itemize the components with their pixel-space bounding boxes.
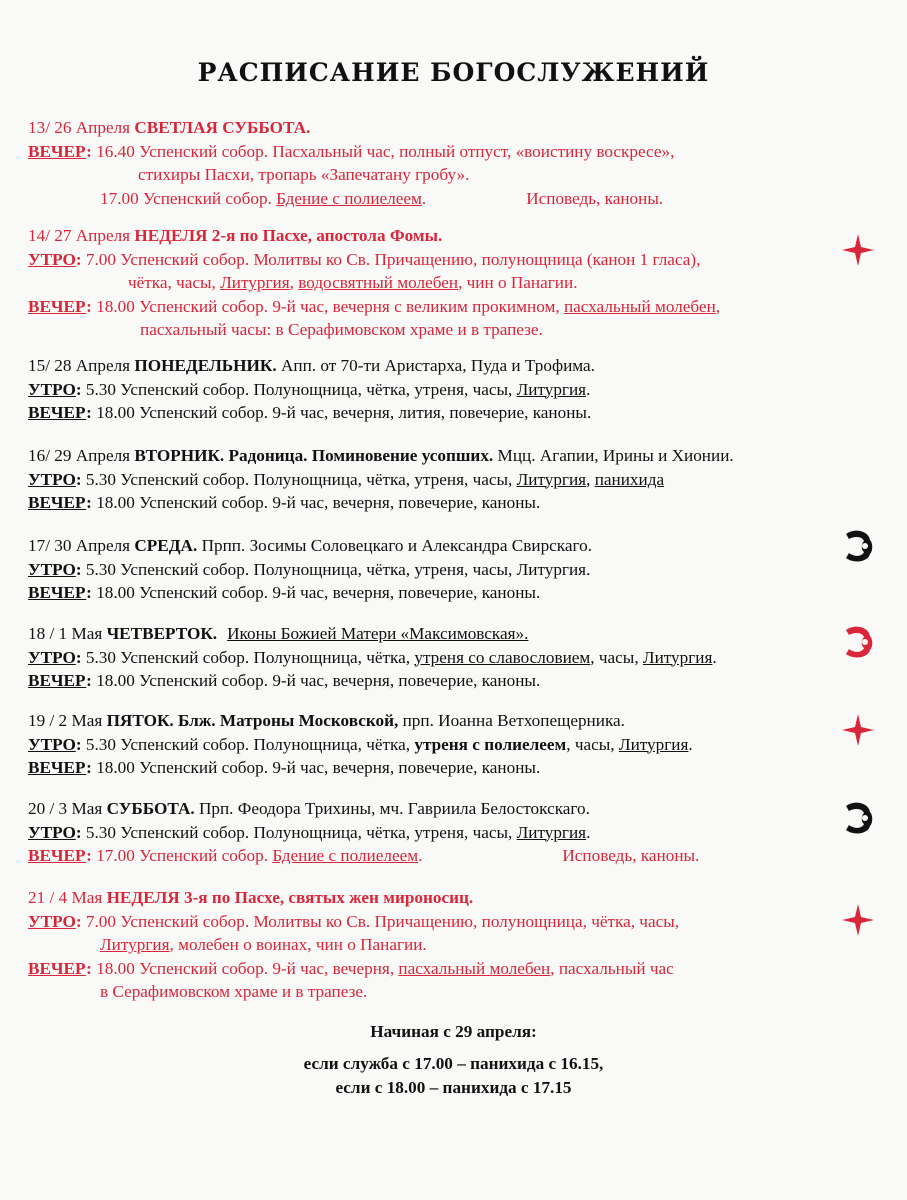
note-title: Начиная с 29 апреля:: [370, 1022, 537, 1041]
day-name: СУББОТА.: [106, 799, 195, 818]
day-name: НЕДЕЛЯ 2-я по Пасхе, апостола Фомы.: [134, 226, 443, 245]
morning-label: УТРО: [28, 249, 76, 269]
day-entry: 20 / 3 Мая СУББОТА. Прп. Феодора Трихины, мч. Гавриила Белостокскаго. УТРО: 5.30 Успенский собор. Полунощница, чётка, утреня, часы, Литургия. ВЕЧЕР: 17.00 Успенский собор. Бдение с полиелеем. Исповедь, каноны.: [28, 799, 700, 865]
evening-label: ВЕЧЕР: [28, 846, 87, 865]
day-entry: 16/ 29 Апреля ВТОРНИК. Радоница. Поминовение усопших. Мцц. Агапии, Ирины и Хионии. УТРО: 5.30 Успенский собор. Полунощница, чётка, утреня, часы, Литургия, панихида ВЕЧЕР: 18.00 Успенский собор. 9-й час, вечерня, повечерие, каноны.: [28, 446, 734, 512]
note-line: если с 18.00 – панихида с 17.15: [335, 1078, 572, 1097]
day-date: 18 / 1 Мая: [28, 624, 107, 643]
day-entry: 18 / 1 Мая ЧЕТВЕРТОК. Иконы Божией Матери «Максимовская». УТРО: 5.30 Успенский собор. Полунощница, чётка, утреня со славословием, часы, Литургия. ВЕЧЕР: 18.00 Успенский собор. 9-й час, вечерня, повечерие, каноны.: [28, 624, 717, 690]
day-name: СВЕТЛАЯ СУББОТА.: [134, 118, 311, 137]
morning-label: УТРО: [28, 469, 76, 489]
morning-label: УТРО: [28, 647, 76, 667]
day-date: 17/ 30 Апреля: [28, 536, 135, 555]
evening-label: ВЕЧЕР: [28, 296, 87, 316]
morning-label: УТРО: [28, 379, 76, 399]
day-name: ВТОРНИК. Радоница. Поминовение усопших.: [134, 446, 494, 465]
red-cross-icon: [838, 230, 878, 270]
red-cross-icon: [838, 710, 878, 750]
evening-label: ВЕЧЕР: [28, 958, 87, 978]
red-typikon-icon: [838, 622, 878, 662]
evening-label: ВЕЧЕР: [28, 403, 87, 422]
evening-label: ВЕЧЕР: [28, 141, 87, 161]
morning-label: УТРО: [28, 822, 76, 842]
morning-label: УТРО: [28, 911, 76, 931]
day-date: 13/ 26 Апреля: [28, 118, 135, 137]
day-entry: 14/ 27 Апреля НЕДЕЛЯ 2-я по Пасхе, апостола Фомы. УТРО: 7.00 Успенский собор. Молитвы ко Св. Причащению, полунощница (канон 1 гласа), чётка, часы, Литургия, водосвятный молебен, чин о Панагии. ВЕЧЕР: 18.00 Успенский собор. 9-й час, вечерня с великим прокимном, пасхальный молебен, пасхальный часы: в Серафимовском храме и в трапезе.: [28, 226, 721, 339]
black-typikon-icon: [838, 526, 878, 566]
day-entry: 21 / 4 Мая НЕДЕЛЯ 3-я по Пасхе, святых жен мироносиц. УТРО: 7.00 Успенский собор. Молитвы ко Св. Причащению, полунощница, чётка, часы, Литургия, молебен о воинах, чин о Панагии. ВЕЧЕР: 18.00 Успенский собор. 9-й час, вечерня, пасхальный молебен, пасхальный час в Серафимовском храме и в трапезе.: [28, 888, 680, 1001]
evening-label: ВЕЧЕР: [28, 671, 87, 690]
evening-label: ВЕЧЕР: [28, 583, 87, 602]
morning-label: УТРО: [28, 734, 76, 754]
day-date: 14/ 27 Апреля: [28, 226, 135, 245]
day-entry: 13/ 26 Апреля СВЕТЛАЯ СУББОТА. ВЕЧЕР: 16.40 Успенский собор. Пасхальный час, полный отпуст, «воистину воскресе», стихиры Пасхи, тропарь «Запечатану гробу». 17.00 Успенский собор. Бдение с полиелеем. Исповедь, каноны.: [28, 118, 675, 208]
day-date: 15/ 28 Апреля: [28, 356, 135, 375]
day-entry: 19 / 2 Мая ПЯТОК. Блж. Матроны Московской, прп. Иоанна Ветхопещерника. УТРО: 5.30 Успенский собор. Полунощница, чётка, утреня с полиелеем, часы, Литургия. ВЕЧЕР: 18.00 Успенский собор. 9-й час, вечерня, повечерие, каноны.: [28, 711, 693, 777]
day-entry: 17/ 30 Апреля СРЕДА. Прпп. Зосимы Соловецкаго и Александра Свирскаго. УТРО: 5.30 Успенский собор. Полунощница, чётка, утреня, часы, Литургия. ВЕЧЕР: 18.00 Успенский собор. 9-й час, вечерня, повечерие, каноны.: [28, 536, 593, 602]
day-entry: 15/ 28 Апреля ПОНЕДЕЛЬНИК. Апп. от 70-ти Аристарха, Пуда и Трофима. УТРО: 5.30 Успенский собор. Полунощница, чётка, утреня, часы, Литургия. ВЕЧЕР: 18.00 Успенский собор. 9-й час, вечерня, лития, повечерие, каноны.: [28, 356, 595, 422]
day-name: НЕДЕЛЯ 3-я по Пасхе, святых жен мироносиц.: [106, 888, 474, 907]
evening-label: ВЕЧЕР: [28, 758, 87, 777]
day-date: 21 / 4 Мая: [28, 888, 107, 907]
black-typikon-icon: [838, 798, 878, 838]
note-line: если служба с 17.00 – панихида с 16.15,: [303, 1054, 604, 1073]
day-name: ЧЕТВЕРТОК.: [106, 624, 218, 643]
morning-label: УТРО: [28, 559, 76, 579]
red-cross-icon: [838, 900, 878, 940]
day-name: ПОНЕДЕЛЬНИК.: [134, 356, 277, 375]
day-date: 16/ 29 Апреля: [28, 446, 135, 465]
day-date: 19 / 2 Мая: [28, 711, 107, 730]
day-date: 20 / 3 Мая: [28, 799, 107, 818]
evening-label: ВЕЧЕР: [28, 493, 87, 512]
page-title: РАСПИСАНИЕ БОГОСЛУЖЕНИЙ: [197, 58, 710, 87]
day-name: СРЕДА.: [134, 536, 198, 555]
day-name: ПЯТОК. Блж. Матроны Московской,: [106, 711, 399, 730]
